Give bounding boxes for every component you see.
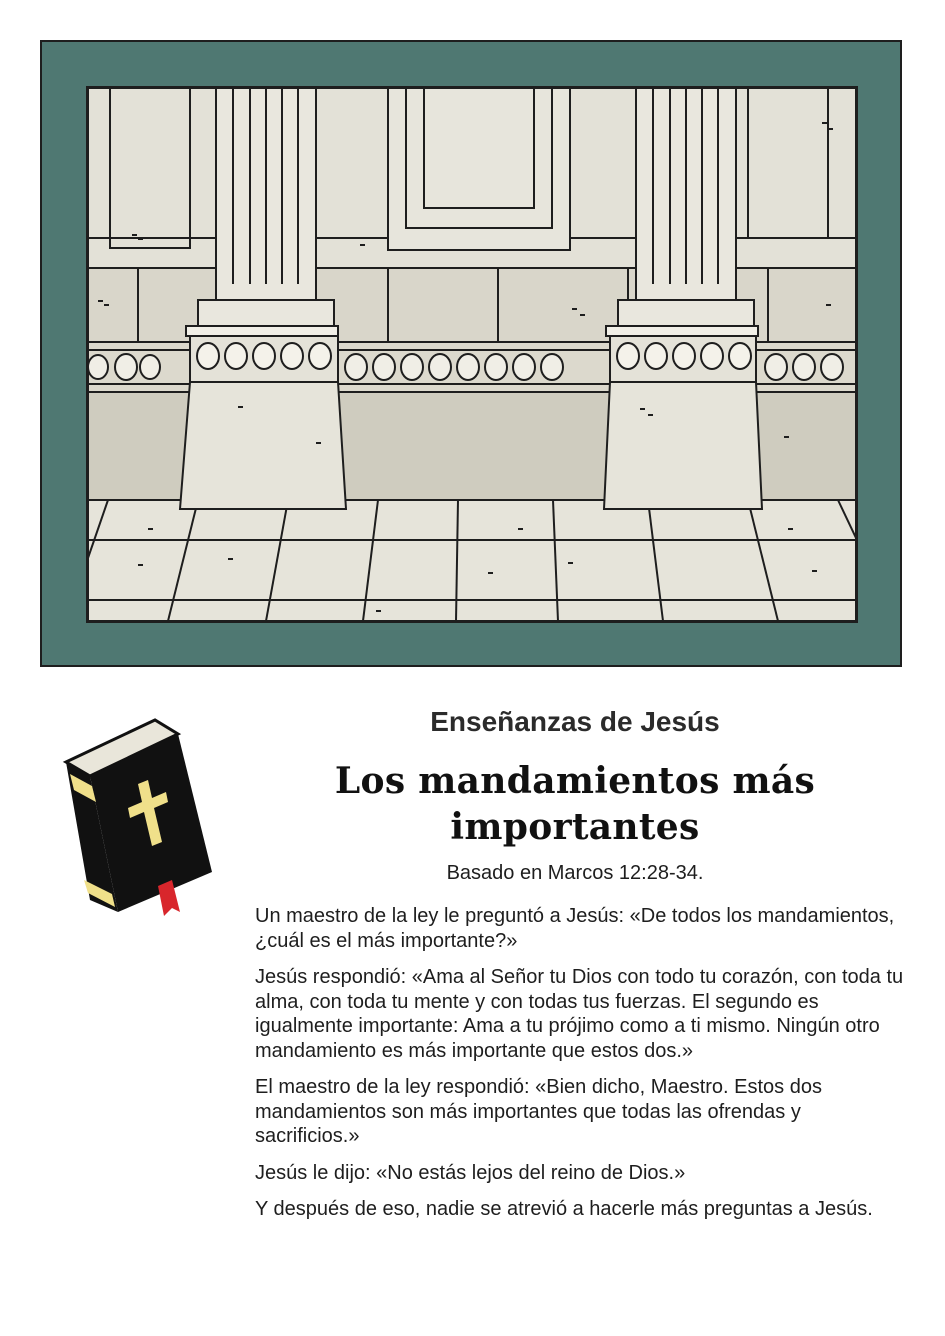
paragraph-5: Y después de eso, nadie se atrevió a hacerle más preguntas a Jesús. bbox=[255, 1198, 873, 1220]
story-title bbox=[245, 758, 905, 850]
story-text bbox=[255, 904, 905, 1234]
story-title-line-2: importantes bbox=[450, 806, 700, 848]
scripture-reference: Basado en Marcos 12:28-34. bbox=[446, 862, 704, 884]
temple-columns-illustration bbox=[86, 86, 858, 623]
bible-icon bbox=[60, 712, 220, 922]
series-title: Enseñanzas de Jesús bbox=[430, 706, 720, 737]
paragraph-2: Jesús respondió: «Ama al Señor tu Dios con todo tu corazón, con toda tu alma, con toda tu mente y con todas tus fuerzas. El segundo es igualmente importante: Ama a tu prójimo como a ti mismo. Ningún otro mandamiento es más importante que estos dos.» bbox=[255, 966, 904, 1062]
paragraph-4: Jesús le dijo: «No estás lejos del reino de Dios.» bbox=[255, 1161, 686, 1184]
story-title-line-1: Los mandamientos más bbox=[334, 760, 816, 802]
paragraph-1: Un maestro de la ley le preguntó a Jesús: «De todos los mandamientos, ¿cuál es el más importante?» bbox=[255, 905, 895, 952]
paragraph-3: El maestro de la ley respondió: «Bien dicho, Maestro. Estos dos mandamientos son más importantes que todas las ofrendas y sacrificios.» bbox=[255, 1076, 822, 1147]
